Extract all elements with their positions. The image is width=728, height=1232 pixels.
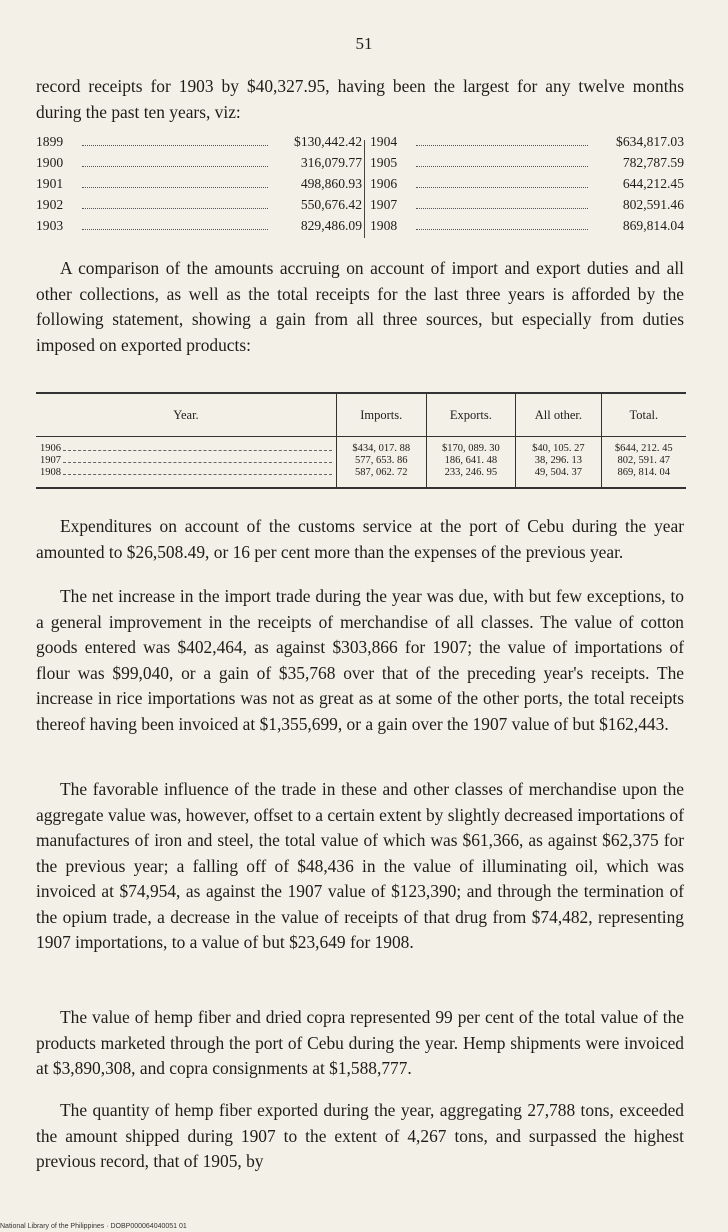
year-label: 1907	[40, 455, 61, 466]
leader-dots	[416, 208, 588, 209]
exports-value: 233, 246. 95	[444, 467, 498, 478]
receipt-row	[370, 176, 684, 197]
receipt-row	[370, 134, 684, 155]
receipt-amount: 869,814.04	[622, 218, 684, 233]
receipt-year: 1902	[36, 197, 64, 212]
receipt-amount: 802,591.46	[622, 197, 684, 212]
leader-dots	[63, 450, 332, 451]
header-all-other: All other.	[516, 393, 601, 437]
total-cell	[601, 437, 686, 489]
leader-dots	[416, 229, 588, 230]
leader-dots	[82, 229, 268, 230]
receipt-year: 1903	[36, 218, 64, 233]
receipt-amount: 829,486.09	[300, 218, 362, 233]
all-other-value: 49, 504. 37	[534, 467, 583, 478]
header-total: Total.	[601, 393, 686, 437]
total-value: $644, 212. 45	[614, 443, 673, 454]
total-value: 869, 814. 04	[617, 467, 671, 478]
receipts-by-year-list	[36, 134, 684, 246]
leader-dots	[416, 145, 588, 146]
table-header-row	[36, 393, 686, 437]
receipt-amount: 316,079.77	[300, 155, 362, 170]
year-label: 1906	[40, 443, 61, 454]
leader-dots	[82, 187, 268, 188]
all-other-cell	[516, 437, 601, 489]
receipt-year: 1899	[36, 134, 64, 149]
receipt-amount: 782,787.59	[622, 155, 684, 170]
receipts-column-right	[370, 134, 684, 239]
favorable-influence-paragraph: The favorable influence of the trade in these and other classes of merchandise upon the aggregate value was, however, offset to a certain extent by slightly decreased importations of manufactures of iron and steel, the total value of which was $61,366, as against $62,375 for the previous year; a falling off of $48,436 in the value of illuminating oil, which was invoiced at $74,954, as against the 1907 value of $123,390; and through the termination of the opium trade, a decrease in the value of receipts of that drug from $74,482, representing 1907 importations, to a value of but $23,649 for 1908.	[36, 779, 684, 952]
comparison-paragraph: A comparison of the amounts accruing on account of import and export duties and all other collections, as well as the total receipts for the last three years is afforded by the following statement, showing a gain from all three sources, but especially from duties imposed on exported products:	[36, 258, 684, 355]
exports-cell	[426, 437, 516, 489]
receipt-row	[36, 218, 362, 239]
all-other-value: $40, 105. 27	[532, 443, 585, 454]
leader-dots	[416, 166, 588, 167]
page-number: 51	[355, 34, 373, 53]
receipt-year: 1900	[36, 155, 64, 170]
receipt-year: 1907	[370, 197, 398, 212]
receipt-year: 1904	[370, 134, 398, 149]
leader-dots	[82, 208, 268, 209]
receipt-amount: 550,676.42	[300, 197, 362, 212]
intro-paragraph: record receipts for 1903 by $40,327.95, having been the largest for any twelve months during the past ten years, viz:	[36, 76, 684, 122]
receipts-comparison-table	[36, 392, 686, 489]
scan-footer: National Library of the Philippines · DOBP000064040051 01	[0, 1223, 187, 1230]
leader-dots	[82, 145, 268, 146]
hemp-copra-paragraph: The value of hemp fiber and dried copra represented 99 per cent of the total value of the products marketed through the port of Cebu during the year. Hemp shipments were invoiced at $3,890,308, and copra consignments at $1,588,777.	[36, 1007, 684, 1078]
imports-value: 587, 062. 72	[354, 467, 408, 478]
imports-value: 577, 653. 86	[354, 455, 408, 466]
leader-dots	[82, 166, 268, 167]
receipt-year: 1901	[36, 176, 64, 191]
receipt-row	[36, 134, 362, 155]
leader-dots	[63, 474, 332, 475]
header-year: Year.	[36, 393, 336, 437]
receipt-amount: 498,860.93	[300, 176, 362, 191]
imports-value: $434, 017. 88	[352, 443, 411, 454]
all-other-value: 38, 296. 13	[534, 455, 583, 466]
receipt-row	[36, 155, 362, 176]
receipt-row	[36, 176, 362, 197]
year-label: 1908	[40, 467, 61, 478]
exports-value: 186, 641. 48	[444, 455, 498, 466]
leader-dots	[416, 187, 588, 188]
header-imports: Imports.	[336, 393, 426, 437]
receipt-year: 1908	[370, 218, 398, 233]
column-divider	[364, 140, 365, 238]
receipt-amount: 644,212.45	[622, 176, 684, 191]
header-exports: Exports.	[426, 393, 516, 437]
import-trade-paragraph: The net increase in the import trade during the year was due, with but few exceptions, to a general improvement in the receipts of merchandise of all classes. The value of cotton goods entered was $402,464, as against $303,866 for 1907; the value of importations of flour was $99,040, or a gain of $35,768 over that of the preceding year's receipts. The increase in rice importations was not as great as at some of the other ports, the total receipts thereof having been invoiced at $1,355,699, or a gain over the 1907 value of but $162,443.	[36, 586, 684, 734]
receipt-row	[370, 197, 684, 218]
receipt-year: 1906	[370, 176, 398, 191]
exports-value: $170, 089. 30	[442, 443, 500, 454]
table-row	[36, 437, 686, 489]
receipt-row	[370, 218, 684, 239]
year-cell	[36, 437, 336, 489]
imports-cell	[336, 437, 426, 489]
expenditures-paragraph: Expenditures on account of the customs service at the port of Cebu during the year amounted to $26,508.49, or 16 per cent more than the expenses of the previous year.	[36, 516, 684, 562]
receipt-row	[36, 197, 362, 218]
receipt-amount: $634,817.03	[616, 134, 684, 149]
hemp-quantity-paragraph: The quantity of hemp fiber exported during the year, aggregating 27,788 tons, exceeded the amount shipped during 1907 to the extent of 4,267 tons, and surpassed the highest previous record, that of 1905, by	[36, 1100, 684, 1171]
leader-dots	[63, 462, 332, 463]
total-value: 802, 591. 47	[617, 455, 671, 466]
receipt-year: 1905	[370, 155, 398, 170]
receipt-amount: $130,442.42	[294, 134, 362, 149]
receipts-column-left	[36, 134, 362, 239]
receipt-row	[370, 155, 684, 176]
